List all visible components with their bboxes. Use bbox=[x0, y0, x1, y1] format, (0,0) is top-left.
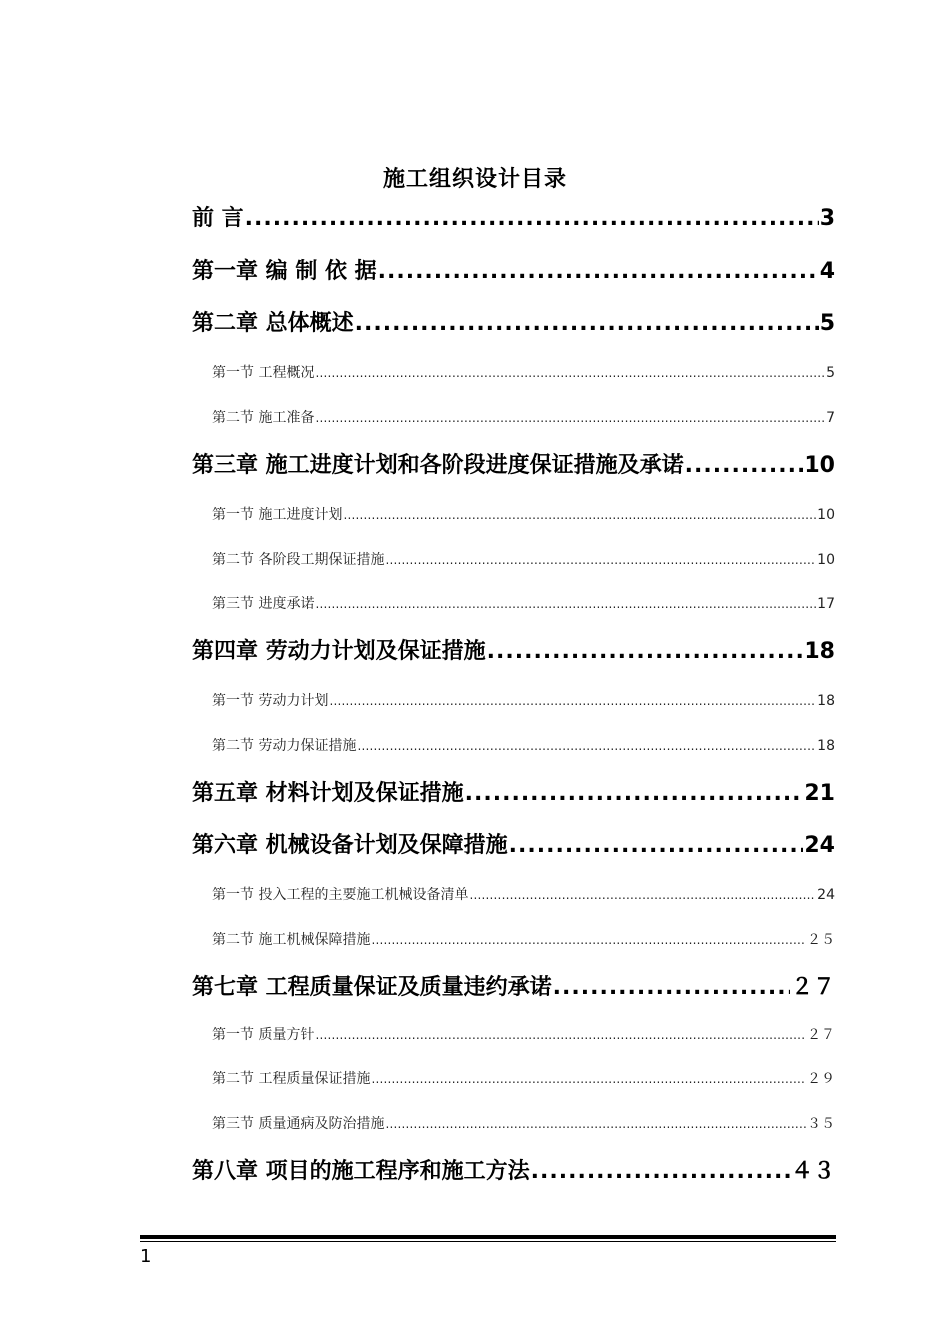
toc-section-3-3[interactable] bbox=[212, 593, 835, 613]
toc-entry-page: ３５ bbox=[807, 1116, 835, 1132]
toc-entry-label: 前 言 bbox=[192, 206, 244, 231]
footer-rule bbox=[140, 1235, 836, 1239]
toc-dot-leader bbox=[355, 311, 819, 336]
toc-dot-leader bbox=[371, 932, 806, 948]
page-number: 1 bbox=[140, 1246, 152, 1267]
toc-entry-label: 第一节 投入工程的主要施工机械设备清单 bbox=[212, 887, 469, 903]
toc-dot-leader bbox=[553, 975, 790, 1000]
toc-entry-label: 第一节 工程概况 bbox=[212, 365, 315, 381]
toc-dot-leader bbox=[315, 1027, 806, 1043]
footer-rule-thin bbox=[140, 1241, 836, 1242]
toc-chapter-7[interactable] bbox=[192, 970, 835, 1001]
toc-entry-label: 第一节 质量方针 bbox=[212, 1027, 315, 1043]
toc-entry-label: 第六章 机械设备计划及保障措施 bbox=[192, 833, 508, 858]
toc-entry-page: ４３ bbox=[790, 1159, 835, 1184]
toc-entry-page: ２９ bbox=[807, 1071, 835, 1087]
toc-entry-label: 第二节 工程质量保证措施 bbox=[212, 1071, 371, 1087]
toc-dot-leader bbox=[315, 410, 825, 426]
toc-section-7-1[interactable] bbox=[212, 1024, 835, 1044]
toc-entry-page: ２７ bbox=[790, 975, 835, 1000]
toc-entry-label: 第三节 进度承诺 bbox=[212, 596, 315, 612]
toc-entry-label: 第二节 各阶段工期保证措施 bbox=[212, 552, 385, 568]
toc-chapter-4[interactable] bbox=[192, 634, 835, 665]
toc-dot-leader bbox=[378, 259, 819, 284]
toc-dot-leader bbox=[343, 507, 816, 523]
toc-dot-leader bbox=[465, 781, 804, 806]
toc-entry-label: 第一章 编 制 依 据 bbox=[192, 259, 377, 284]
toc-entry-page: 4 bbox=[819, 259, 835, 284]
toc-entry-label: 第一节 施工进度计划 bbox=[212, 507, 343, 523]
toc-entry-page: 18 bbox=[817, 738, 835, 754]
toc-dot-leader bbox=[531, 1159, 790, 1184]
toc-entry-page: 21 bbox=[804, 781, 835, 806]
toc-section-7-3[interactable] bbox=[212, 1113, 835, 1133]
toc-title: 施工组织设计目录 bbox=[382, 167, 567, 192]
toc-section-3-1[interactable] bbox=[212, 504, 835, 524]
toc-dot-leader bbox=[509, 833, 804, 858]
toc-dot-leader bbox=[685, 453, 804, 478]
toc-entry-page: 17 bbox=[817, 596, 835, 612]
toc-section-7-2[interactable] bbox=[212, 1068, 835, 1088]
toc-entry-label: 第三章 施工进度计划和各阶段进度保证措施及承诺 bbox=[192, 453, 684, 478]
toc-chapter-3[interactable] bbox=[192, 448, 835, 479]
toc-dot-leader bbox=[315, 596, 816, 612]
toc-chapter-6[interactable] bbox=[192, 828, 835, 859]
toc-section-2-1[interactable] bbox=[212, 362, 835, 382]
toc-entry-label: 第七章 工程质量保证及质量违约承诺 bbox=[192, 975, 552, 1000]
toc-dot-leader bbox=[385, 1116, 806, 1132]
toc-entry-page: 18 bbox=[804, 639, 835, 664]
toc-entry-page: 7 bbox=[826, 410, 835, 426]
toc-entry-page: 24 bbox=[817, 887, 835, 903]
toc-chapter-1[interactable] bbox=[192, 254, 835, 285]
toc-entry-page: 18 bbox=[817, 693, 835, 709]
toc-section-2-2[interactable] bbox=[212, 407, 835, 427]
toc-entry-label: 第五章 材料计划及保证措施 bbox=[192, 781, 464, 806]
toc-entry-label: 第二章 总体概述 bbox=[192, 311, 354, 336]
toc-entry-label: 第八章 项目的施工程序和施工方法 bbox=[192, 1159, 530, 1184]
toc-entry-page: 24 bbox=[804, 833, 835, 858]
toc-entry-page: 10 bbox=[817, 552, 835, 568]
toc-dot-leader bbox=[469, 887, 816, 903]
toc-entry-label: 第一节 劳动力计划 bbox=[212, 693, 329, 709]
toc-entry-page: 3 bbox=[819, 206, 835, 231]
toc-entry-page: 5 bbox=[826, 365, 835, 381]
toc-chapter-preface[interactable] bbox=[192, 201, 835, 232]
toc-dot-leader bbox=[315, 365, 825, 381]
toc-entry-label: 第四章 劳动力计划及保证措施 bbox=[192, 639, 486, 664]
toc-chapter-8[interactable] bbox=[192, 1154, 835, 1185]
toc-entry-page: 10 bbox=[817, 507, 835, 523]
toc-dot-leader bbox=[357, 738, 816, 754]
toc-entry-page: ２７ bbox=[807, 1027, 835, 1043]
toc-dot-leader bbox=[329, 693, 816, 709]
toc-dot-leader bbox=[385, 552, 816, 568]
toc-section-6-1[interactable] bbox=[212, 884, 835, 904]
toc-entry-page: ２５ bbox=[807, 932, 835, 948]
toc-entry-label: 第二节 劳动力保证措施 bbox=[212, 738, 357, 754]
toc-entry-label: 第三节 质量通病及防治措施 bbox=[212, 1116, 385, 1132]
toc-chapter-5[interactable] bbox=[192, 776, 835, 807]
toc-section-4-1[interactable] bbox=[212, 690, 835, 710]
toc-dot-leader bbox=[245, 206, 819, 231]
toc-entry-label: 第二节 施工准备 bbox=[212, 410, 315, 426]
toc-entry-page: 10 bbox=[804, 453, 835, 478]
toc-dot-leader bbox=[371, 1071, 806, 1087]
toc-dot-leader bbox=[487, 639, 804, 664]
toc-entry-label: 第二节 施工机械保障措施 bbox=[212, 932, 371, 948]
toc-section-6-2[interactable] bbox=[212, 929, 835, 949]
toc-entry-page: 5 bbox=[819, 311, 835, 336]
toc-section-3-2[interactable] bbox=[212, 549, 835, 569]
toc-section-4-2[interactable] bbox=[212, 735, 835, 755]
toc-chapter-2[interactable] bbox=[192, 306, 835, 337]
